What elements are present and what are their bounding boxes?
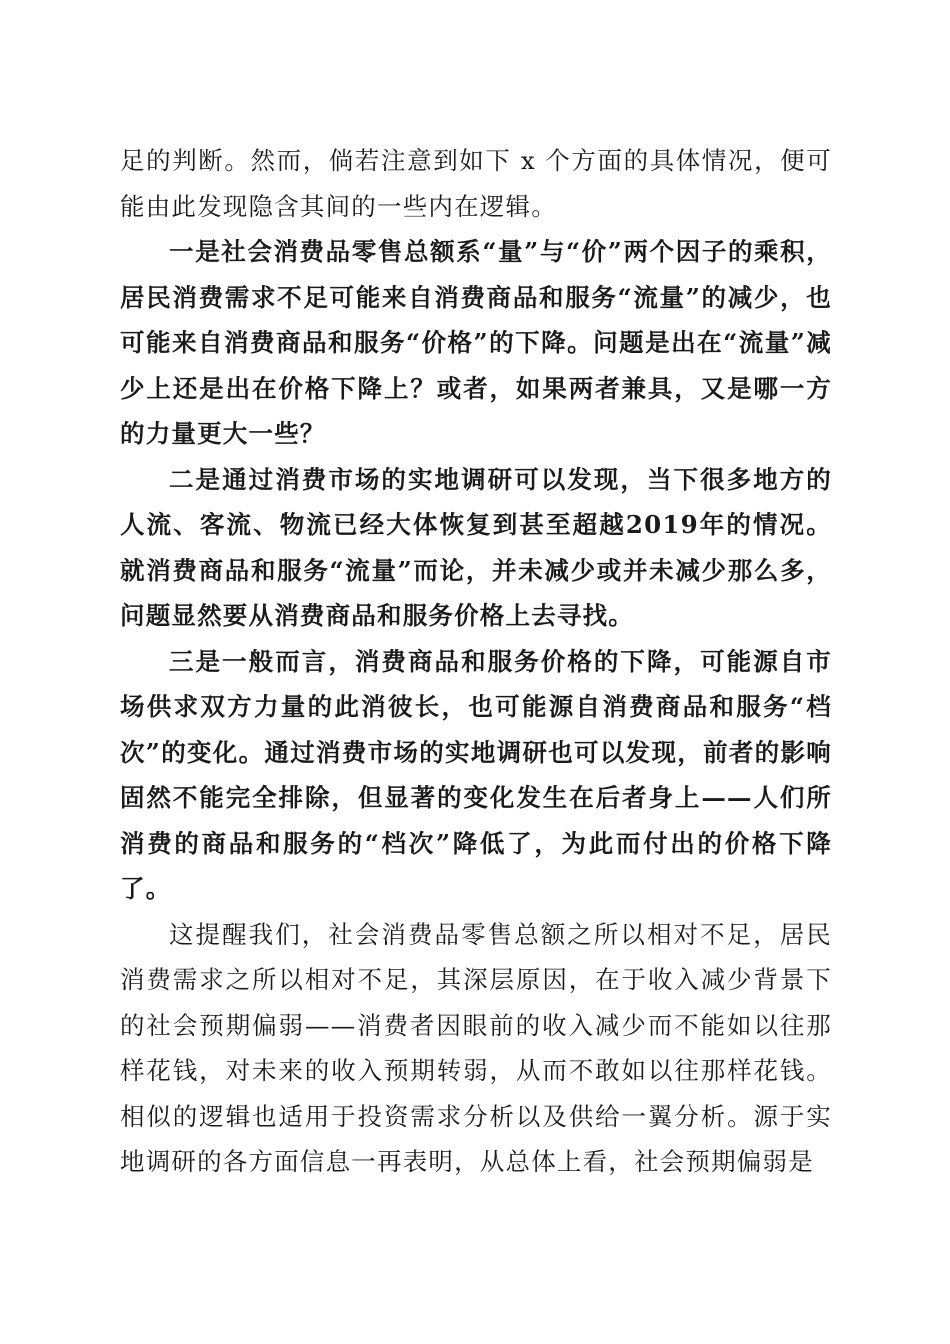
paragraph-continuation: 足的判断。然而，倘若注意到如下 x 个方面的具体情况，便可能由此发现隐含其间的一些内在逻辑。 <box>120 146 832 221</box>
paragraph-point-one: 一是社会消费品零售总额系“量”与“价”两个因子的乘积，居民消费需求不足可能来自消费商品和服务“流量”的减少，也可能来自消费商品和服务“价格”的下降。问题是出在“流量”减少上还是出在价格下降上？或者，如果两者兼具，又是哪一方的力量更大一些？ <box>120 237 832 448</box>
paragraph-point-two: 二是通过消费市场的实地调研可以发现，当下很多地方的人流、客流、物流已经大体恢复到甚至超越2019年的情况。就消费商品和服务“流量”而论，并未减少或并未减少那么多，问题显然要从消费商品和服务价格上去寻找。 <box>120 464 832 630</box>
paragraph-conclusion: 这提醒我们，社会消费品零售总额之所以相对不足，居民消费需求之所以相对不足，其深层原因，在于收入减少背景下的社会预期偏弱——消费者因眼前的收入减少而不能如以往那样花钱，对未来的收入预期转弱，从而不敢如以往那样花钱。相似的逻辑也适用于投资需求分析以及供给一翼分析。源于实地调研的各方面信息一再表明，从总体上看，社会预期偏弱是 <box>120 919 832 1176</box>
document-page <box>120 138 832 1185</box>
paragraph-point-three: 三是一般而言，消费商品和服务价格的下降，可能源自市场供求双方力量的此消彼长，也可能源自消费商品和服务“档次”的变化。通过消费市场的实地调研也可以发现，前者的影响固然不能完全排除，但显著的变化发生在后者身上——人们所消费的商品和服务的“档次”降低了，为此而付出的价格下降了。 <box>120 646 832 903</box>
